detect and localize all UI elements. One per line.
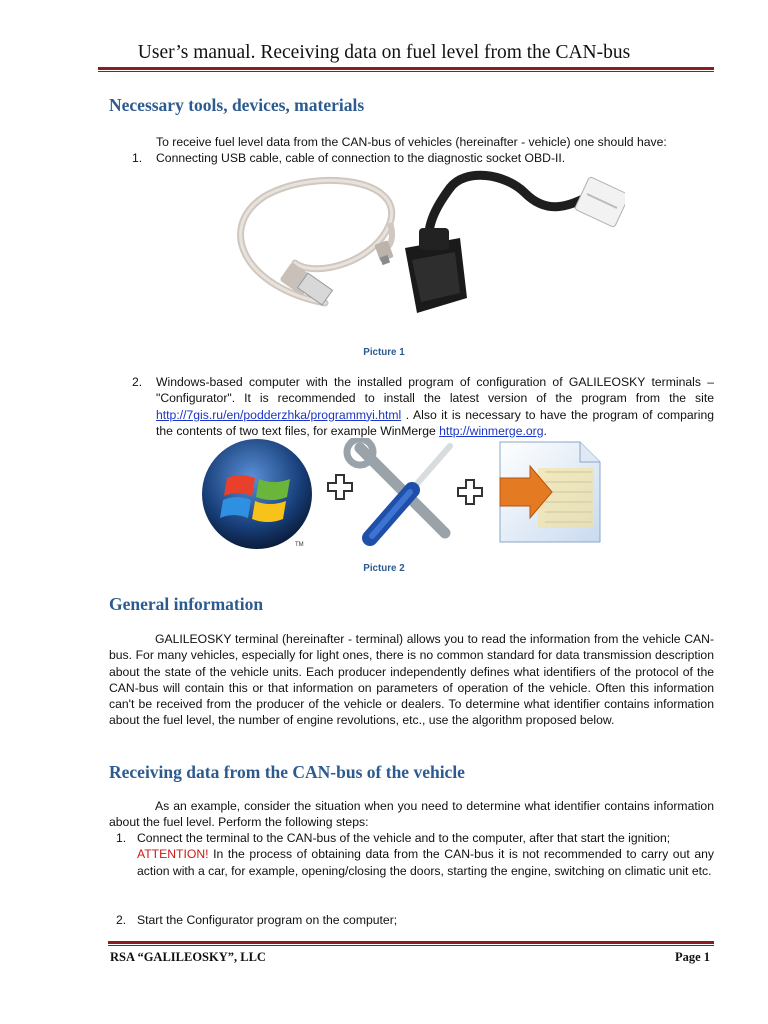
list-number: 2. xyxy=(116,913,127,927)
winmerge-icon xyxy=(500,442,600,542)
step-connect: Connect the terminal to the CAN-bus of the vehicle and to the computer, after that start the ignition; ATTENTION! In the process of obtaining data from the CAN-bus it is not recommended to carry out any action with a car, for example, opening/closing the doors, starting the engine, switching on climatic unit etc. xyxy=(137,831,714,878)
programs-link[interactable]: http://7gis.ru/en/podderzhka/programmyi.html xyxy=(156,407,402,422)
software-picture xyxy=(200,438,610,554)
attention-label: ATTENTION! xyxy=(137,847,209,862)
section-heading-receiving: Receiving data from the CAN-bus of the vehicle xyxy=(109,762,465,782)
list-number: 2. xyxy=(132,375,143,389)
footer-page-number: Page 1 xyxy=(674,950,710,964)
svg-text:TM: TM xyxy=(295,542,304,548)
plus-icon xyxy=(458,480,482,504)
list-item-computer: Windows-based computer with the installed program of configuration of GALILEOSKY terminals – "Configurator". It is recommended to install the latest version of the program from the site http://7gis.ru/en/podderzhka/programmyi.html . Also it is necessary to have the program of comparing the contents of two text files, for example WinMerge http://winmerge.org. xyxy=(156,375,714,438)
step-start-configurator: Start the Configurator program on the computer; xyxy=(137,913,398,927)
footer-rule-thin xyxy=(108,945,714,946)
winmerge-link[interactable]: http://winmerge.org xyxy=(439,423,544,438)
header-rule xyxy=(98,67,714,70)
plus-icon xyxy=(328,475,352,499)
section-heading-tools: Necessary tools, devices, materials xyxy=(109,95,365,115)
picture-2-caption: Picture 2 xyxy=(363,563,405,574)
general-info-paragraph: GALILEOSKY terminal (hereinafter - terminal) allows you to read the information from the vehicle CAN-bus. For many vehicles, especially for light ones, there is no common standard for data transmission description about the state of the vehicle units. Each producer independently defines what identifiers of the protocol of the CAN-bus will contain this or that information on parameters of operation of the vehicle. Often this information can't be received from the producer of the vehicle or dealers. To determine what identifier contains information about the fuel level, the number of engine revolutions, etc., use the algorithm proposed below. xyxy=(109,632,714,728)
obd-cable-image xyxy=(405,175,625,313)
document-header-title: User’s manual. Receiving data on fuel level from the CAN-bus xyxy=(137,42,631,63)
picture-1-caption: Picture 1 xyxy=(363,347,405,358)
footer-company: RSA “GALILEOSKY”, LLC xyxy=(110,950,266,964)
section-heading-general: General information xyxy=(109,594,264,614)
usb-cable-image xyxy=(241,180,394,305)
footer-rule xyxy=(108,941,714,944)
list-number: 1. xyxy=(116,831,127,845)
list-number: 1. xyxy=(132,151,143,165)
list-item-cables: Connecting USB cable, cable of connection to the diagnostic socket OBD-II. xyxy=(156,151,566,165)
tools-icon xyxy=(347,439,450,538)
cables-picture xyxy=(205,168,625,320)
windows-logo-icon xyxy=(202,439,312,549)
section-intro: To receive fuel level data from the CAN-bus of vehicles (hereinafter - vehicle) one should have: xyxy=(156,135,667,149)
receiving-intro-paragraph: As an example, consider the situation when you need to determine what identifier contains information about the fuel level. Perform the following steps: xyxy=(109,799,714,830)
header-rule-thin xyxy=(98,71,714,72)
